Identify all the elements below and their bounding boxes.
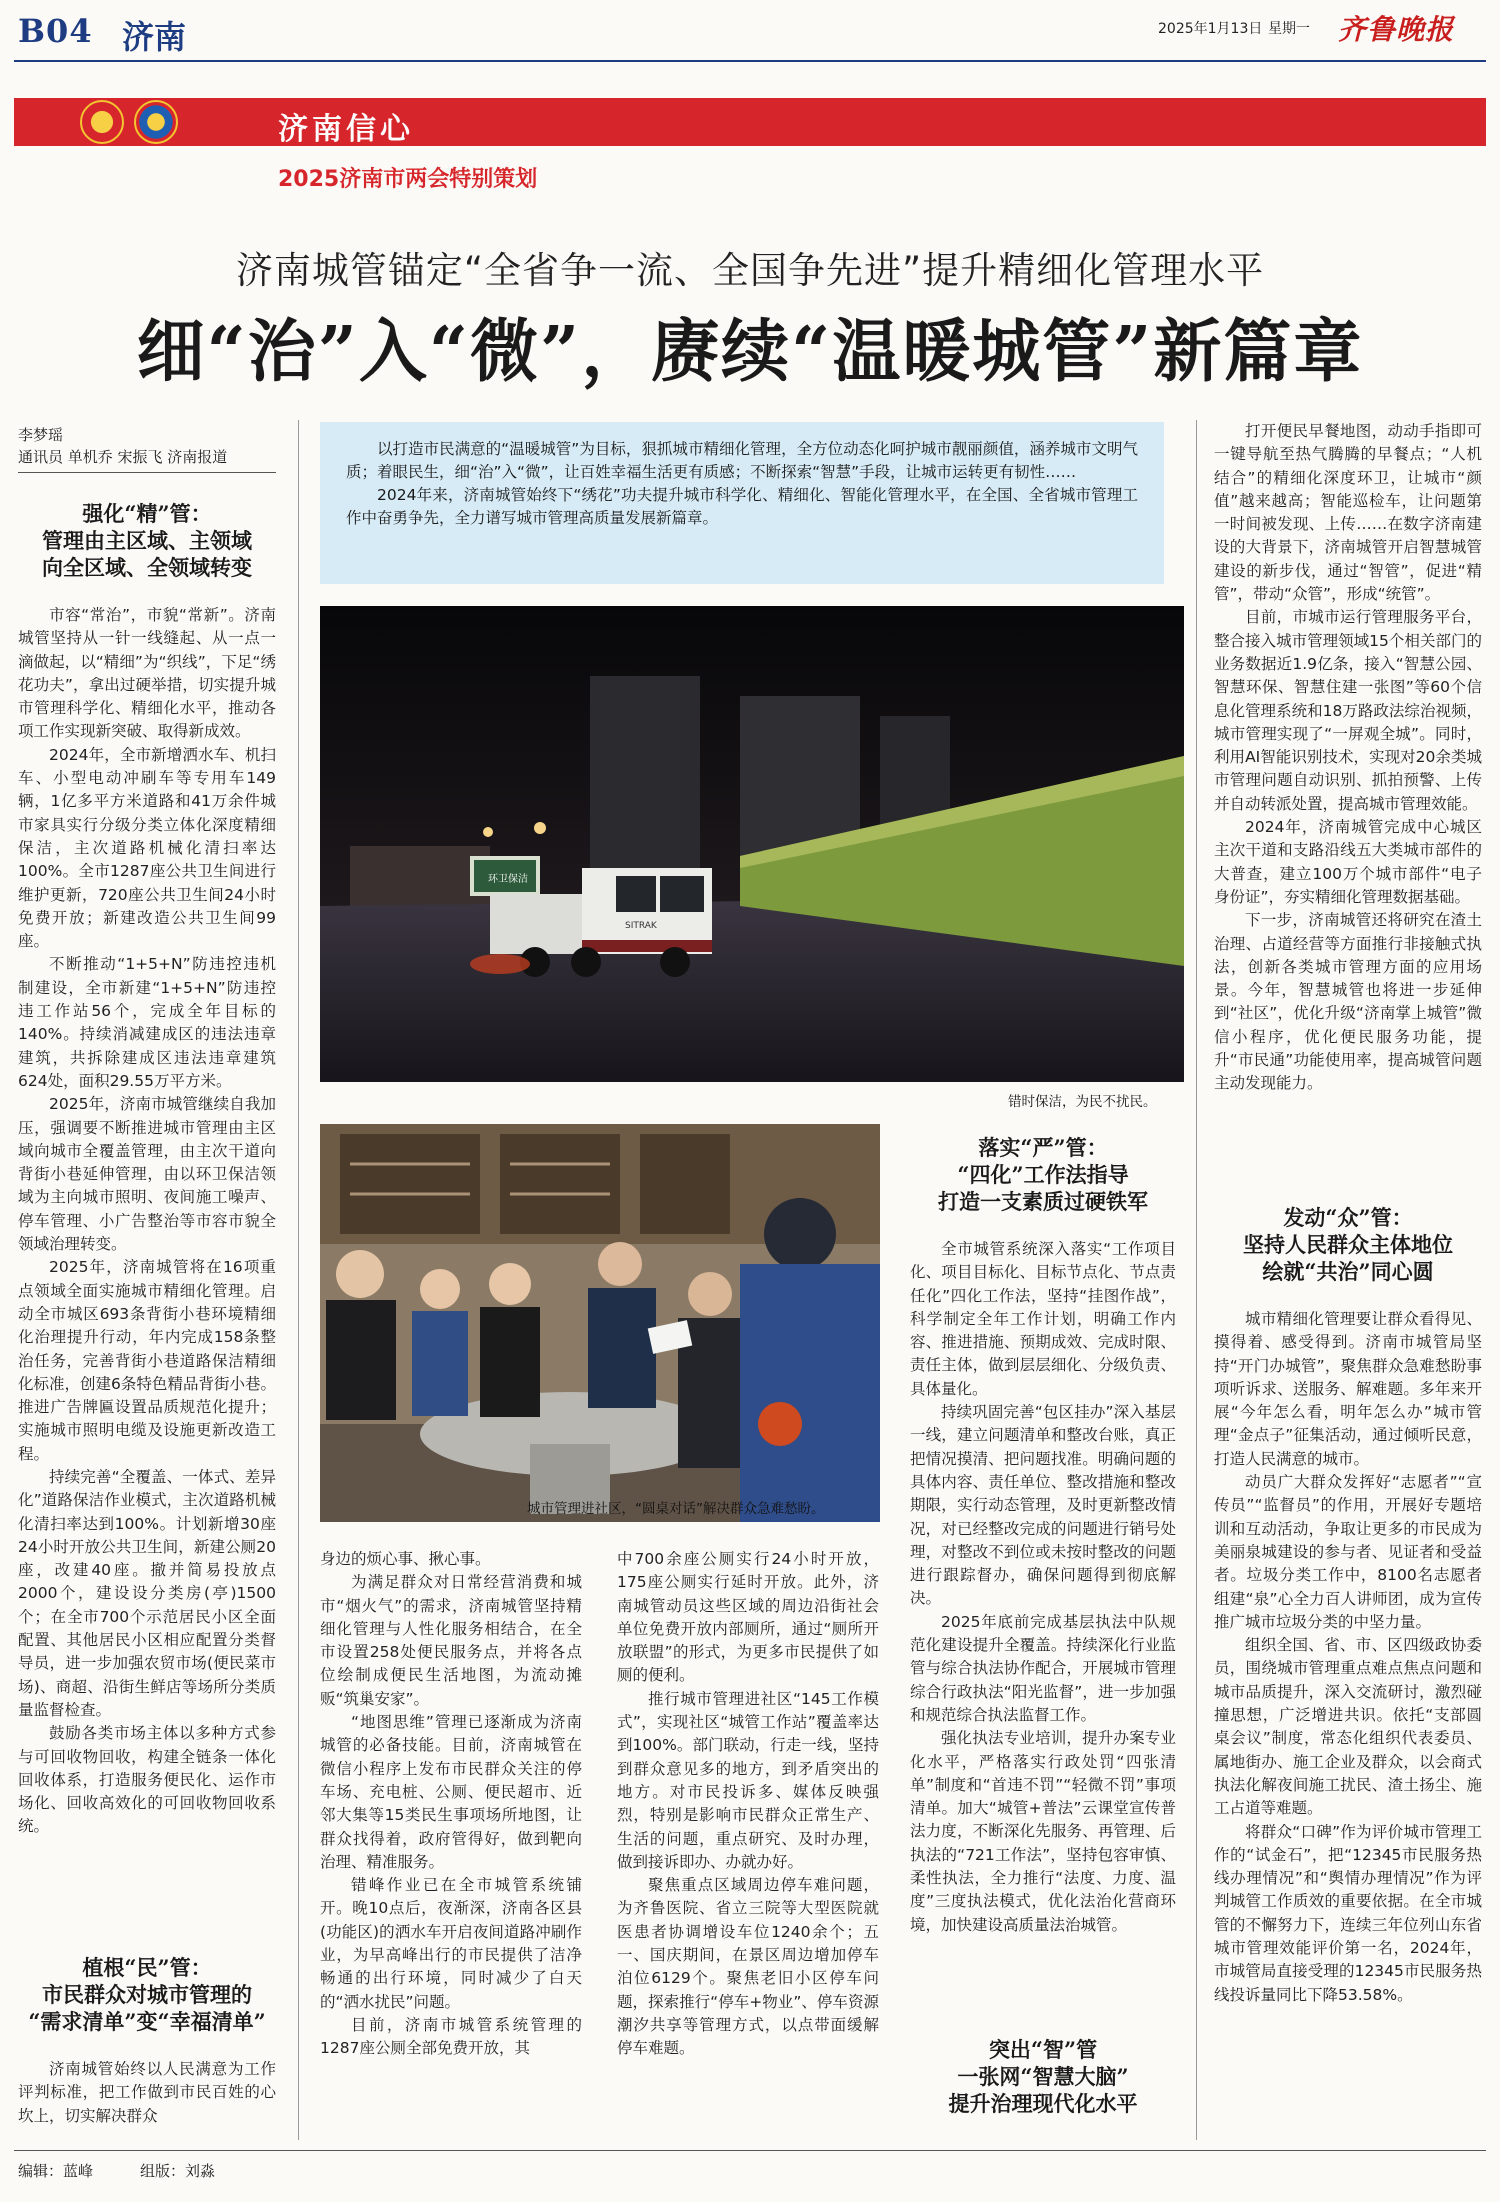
column-1-body-b: 济南城管始终以人民满意为工作评判标准，把工作做到市民百姓的心坎上，切实解决群众 bbox=[18, 2060, 276, 2125]
header-rule bbox=[14, 60, 1486, 62]
column-2-body: 身边的烦心事、揪心事。 为满足群众对日常经营消费和城市“烟火气”的需求，济南城管坚持精细化管理与人性化服务相结合，在全市设置258处便民服务点，并将各点位绘制成便民生活地图，为流动摊贩“筑巢安家”。 “地图思维”管理已逐渐成为济南城管的必备技能。目前，济南城管在微信小程序上发布市民群众关注的停车场、充电桩、公厕、便民超市、近邻大集等15类民生事项场所地图，让群众找得着，政府管得好，做到靶向治理、精准服务。 错峰作业已在全市城管系统铺开。晚10点后，夜渐深，济南各区县(功能区)的洒水车开启夜间道路冲刷作业，为早高峰出行的市民提供了洁净畅通的出行环境，同时减少了白天的“洒水扰民”问题。 目前，济南市城管系统管理的1287座公厕全部免费开放，其 bbox=[320, 1550, 582, 2058]
byline-rule bbox=[18, 472, 276, 473]
column-5-body: 打开便民早餐地图，动动手指即可一键导航至热气腾腾的早餐点；“人机结合”的精细化深度环卫，让城市“颜值”越来越高；智能巡检车，让问题第一时间被发现、上传……在数字济南建设的大背景下，济南城管开启智慧城管建设的新步伐，通过“智管”，促进“精管”，带动“众管”，形成“统管”。 目前，市城市运行管理服务平台，整合接入城市管理领域15个相关部门的业务数据近1.9亿条，接入“智慧公园、智慧环保、智慧住建一张图”等60个信息化管理系统和18万路政法综治视频，城市管理实现了“一屏观全城”。同时，利用AI智能识别技术，实现对20余类城市管理问题自动识别、抓拍预警、上传并自动转派处置，提高城市管理效能。 2024年，济南城管完成中心城区主次干道和支路沿线五大类城市部件的大普查，建立100万个城市部件“电子身份证”，夯实精细化管理数据基础。 下一步，济南城管还将研究在渣土治理、占道经营等方面推行非接触式执法，创新各类城市管理方面的应用场景。今年，智慧城管也将进一步延伸到“社区”，优化升级“济南掌上城管”微信小程序，优化便民服务功能，提升“市民通”功能使用率，提高城管问题主动发现能力。 bbox=[1214, 422, 1482, 1093]
section-title-3: 落实“严”管： “四化”工作法指导 打造一支素质过硬铁军 bbox=[938, 1135, 1148, 1214]
section-title-2: 植根“民”管： 市民群众对城市管理的 “需求清单”变“幸福清单” bbox=[28, 1955, 266, 2034]
issue-date: 2025年1月13日 bbox=[1158, 21, 1263, 37]
column-3-body: 中700余座公厕实行24小时开放，175座公厕实行延时开放。此外，济南城管动员这些区域的周边沿街社会单位免费开放内部厕所，通过“厕所开放联盟”的形式，为更多市民提供了如厕的便利。 推行城市管理进社区“145工作模式”，实现社区“城管工作站”覆盖率达到100%。部门联动，行走一线，坚持到群众意见多的地方，到矛盾突出的地方。对市民投诉多、媒体反映强烈，特别是影响市民群众正常生产、生活的问题，重点研究、及时办理，做到接诉即办、办就办好。 聚焦重点区域周边停车难问题，为齐鲁医院、省立三院等大型医院就医患者协调增设车位1240余个；五一、国庆期间，在景区周边增加停车泊位6129个。聚焦老旧小区停车问题，探索推行“停车+物业”、停车资源潮汐共享等管理方式，以点带面缓解停车难题。 bbox=[617, 1550, 879, 2058]
section-title-4: 突出“智”管 一张网“智慧大脑” 提升治理现代化水平 bbox=[948, 2037, 1138, 2116]
page-number: B04 bbox=[18, 12, 93, 50]
photo-community-meeting bbox=[320, 1124, 880, 1522]
column-4-body: 全市城管系统深入落实“工作项目化、项目目标化、目标节点化、节点责任化”四化工作法，坚持“挂图作战”，科学制定全年工作计划，明确工作内容、推进措施、预期成效、完成时限、责任主体，做到层层细化、分级负责、具体量化。 持续巩固完善“包区挂办”深入基层一线，建立问题清单和整改台账，真正把情况摸清、把问题找准。明确问题的具体内容、责任单位、整改措施和整改期限，实行动态管理，及时更新整改情况，对已经整改完成的问题进行销号处理，对整改不到位或未按时整改的问题进行跟踪督办，确保问题得到彻底解决。 2025年底前完成基层执法中队规范化建设提升全覆盖。持续深化行业监管与综合执法协作配合，开展城市管理综合行政执法“阳光监督”，进一步加强和规范综合执法监督工作。 强化执法专业培训，提升办案专业化水平，严格落实行政处罚“四张清单”制度和“首违不罚”“轻微不罚”事项清单。加大“城管+普法”云课堂宣传普法力度，不断深化先服务、再管理、后执法的“721工作法”，坚持包容审慎、柔性执法，全力推行“法度、力度、温度”三度执法模式，优化法治化营商环境，加快建设高质量法治城管。 bbox=[910, 1240, 1176, 1934]
headline-sub: 济南城管锚定“全省争一流、全国争先进”提升精细化管理水平 bbox=[235, 249, 1265, 292]
special-feature-label: 2025济南市两会特别策划 bbox=[278, 167, 538, 192]
truck-brand-text: SITRAK bbox=[625, 921, 657, 931]
national-emblem-icon bbox=[80, 100, 124, 144]
section-title-5: 发动“众”管： 坚持人民群众主体地位 绘就“共治”同心圆 bbox=[1243, 1205, 1453, 1284]
photo1-caption: 错时保洁，为民不扰民。 bbox=[1008, 1094, 1157, 1110]
section-title-1: 强化“精”管： 管理由主区域、主领域 向全区域、全领域转变 bbox=[42, 501, 252, 580]
footer-layout: 组版：刘淼 bbox=[140, 2162, 216, 2180]
cppcc-emblem-icon bbox=[134, 100, 178, 144]
column-divider bbox=[1196, 420, 1197, 2140]
newspaper-logo: 齐鲁晚报 bbox=[1338, 13, 1455, 46]
photo2-caption: 城市管理进社区，“圆桌对话”解决群众急难愁盼。 bbox=[527, 1501, 825, 1517]
lead-box: 以打造市民满意的“温暖城管”为目标，狠抓城市精细化管理，全方位动态化呵护城市靓丽颜值，涵养城市文明气质；着眼民生，细“治”入“微”，让百姓幸福生活更有质感；不断探索“智慧”手段，让城市运转更有韧性…… 2024年来，济南城管始终下“绣花”功夫提升城市科学化、精细化、智能化管理水平，在全国、全省城市管理工作中奋勇争先，全力谱写城市管理高质量发展新篇章。 bbox=[320, 422, 1164, 584]
photo-street-cleaning bbox=[320, 606, 1184, 1082]
banner-title: 济南信心 bbox=[278, 112, 414, 147]
section-name: 济南 bbox=[122, 18, 187, 56]
column-5-body-b: 城市精细化管理要让群众看得见、摸得着、感受得到。济南市城管局坚持“开门办城管”，聚焦群众急难愁盼事项听诉求、送服务、解难题。多年来开展“今年怎么看，明年怎么办”城市管理“金点子”征集活动，通过倾听民意，打造人民满意的城市。 动员广大群众发挥好“志愿者”“宣传员”“监督员”的作用，开展好专题培训和互动活动，争取让更多的市民成为美丽泉城建设的参与者、见证者和受益者。垃圾分类工作中，8100名志愿者组建“泉”心全力百人讲师团，成为宣传推广城市垃圾分类的中坚力量。 组织全国、省、市、区四级政协委员，围绕城市管理重点难点焦点问题和城市品质提升，深入交流研讨，激烈碰撞思想，广泛增进共识。依托“支部圆桌会议”制度，常态化组织代表委员、属地街办、施工企业及群众，以会商式执法化解夜间施工扰民、渣土扬尘、施工占道等难题。 将群众“口碑”作为评价城市管理工作的“试金石”，把“12345市民服务热线办理情况”和“舆情办理情况”作为评判城管工作质效的重要依据。在全市城管的不懈努力下，连续三年位列山东省城市管理效能评价第一名，2024年，市城管局直接受理的12345市民服务热线投诉量同比下降53.58%。 bbox=[1214, 1310, 1482, 2004]
reporters: 通讯员 单机乔 宋振飞 济南报道 bbox=[18, 448, 228, 466]
board-text: 环卫保洁 bbox=[488, 874, 528, 885]
issue-weekday: 星期一 bbox=[1268, 21, 1310, 37]
column-1-body: 市容“常治”，市貌“常新”。济南城管坚持从一针一线缝起、从一点一滴做起，以“精细”为“织线”，下足“绣花功夫”，拿出过硬举措，切实提升城市管理科学化、精细化水平，推动各项工作实现新突破、取得新成效。 2024年，全市新增洒水车、机扫车、小型电动冲刷车等专用车149辆，1亿多平方米道路和41万余件城市家具实行分级分类立体化深度精细保洁，主次道路机械化清扫率达100%。全市1287座公共卫生间进行维护更新，720座公共卫生间24小时免费开放；新建改造公共卫生间99座。 不断推动“1+5+N”防违控违机制建设，全市新建“1+5+N”防违控违工作站56个，完成全年目标的140%。持续消减建成区的违法违章建筑，共拆除建成区违法违章建筑624处，面积29.55万平方米。 2025年，济南市城管继续自我加压，强调要不断推进城市管理由主区域向城市全覆盖管理，由主次干道向背街小巷延伸管理，由以环卫保洁领域为主向城市照明、夜间施工噪声、停车管理、小广告整治等市容市貌全领域治理转变。 2025年，济南城管将在16项重点领域全面实施城市精细化管理。启动全市城区693条背街小巷环境精细化治理提升行动，年内完成158条整治任务，完善背街小巷道路保洁精细化标准，创建6条特色精品背街小巷。推进广告牌匾设置品质规范化提升；实施城市照明电缆及设施更新改造工程。 持续完善“全覆盖、一体式、差异化”道路保洁作业模式，主次道路机械化清扫率达到100%。计划新增30座24小时开放公共卫生间，新建公厕20座，改建40座。撤并简易投放点2000个，建设设分类房(亭)1500个；在全市700个示范居民小区全面配置、其他居民小区相应配置分类督导员，进一步加强农贸市场(便民菜市场)、商超、沿街生鲜店等场所分类质量监督检查。 鼓励各类市场主体以多种方式参与可回收物回收，构建全链条一体化回收体系，打造服务便民化、运作市场化、回收高效化的可回收物回收系统。 bbox=[18, 606, 276, 1836]
author: 李梦瑶 bbox=[18, 426, 64, 444]
footer-editor: 编辑：蓝峰 bbox=[18, 2162, 94, 2180]
headline-main: 细“治”入“微”，赓续“温暖城管”新篇章 bbox=[136, 312, 1364, 392]
feature-banner bbox=[14, 98, 1486, 146]
column-divider bbox=[298, 420, 299, 2140]
footer-rule bbox=[14, 2150, 1486, 2151]
